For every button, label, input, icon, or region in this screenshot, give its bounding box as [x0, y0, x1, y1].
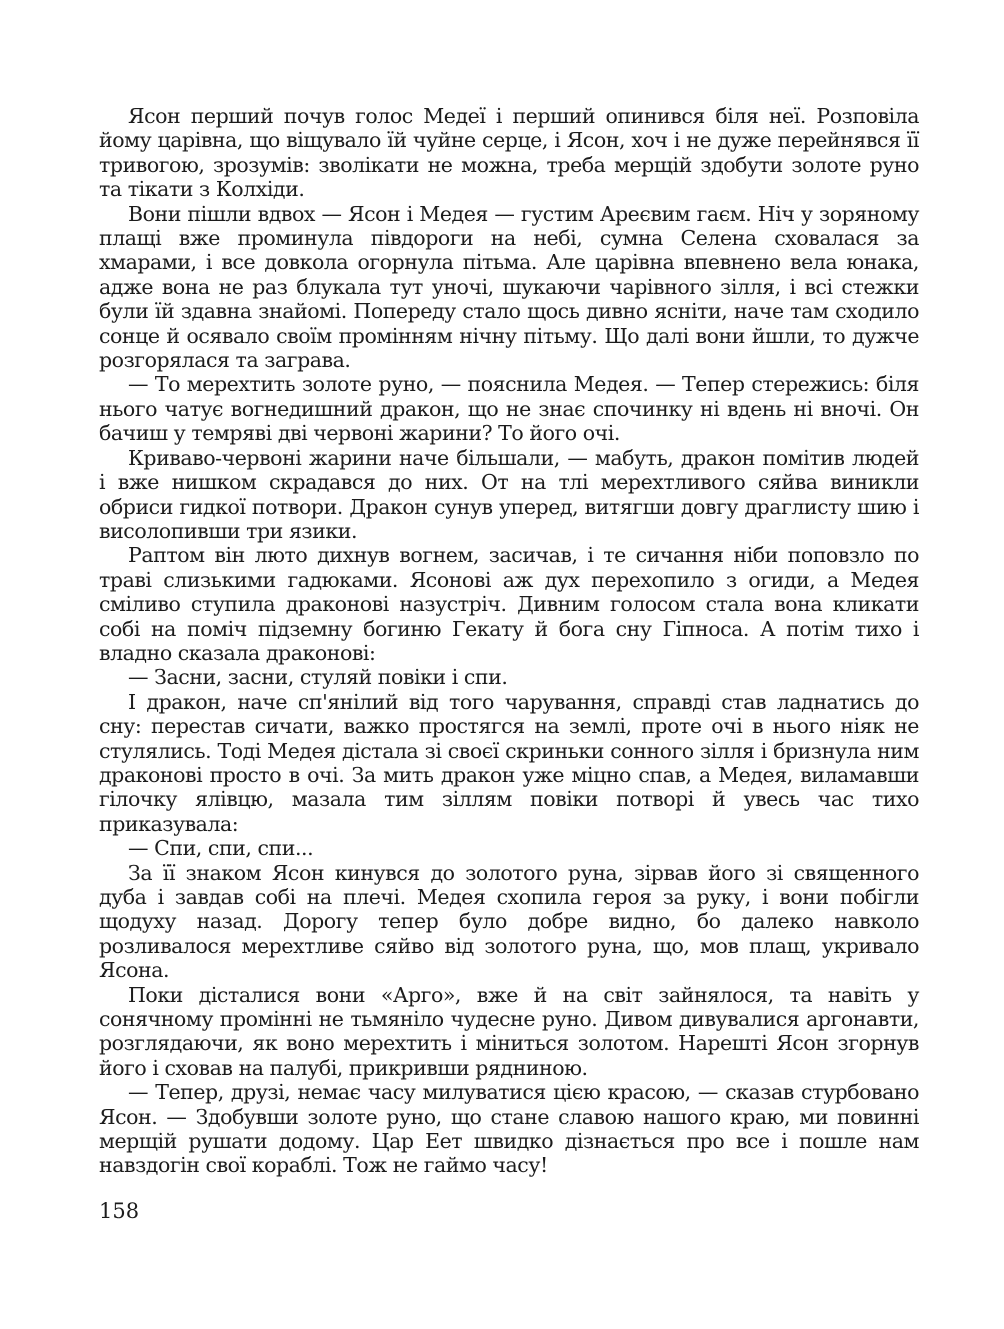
- paragraph: Поки дісталися вони «Арго», вже й на світ зайнялося, та навіть у сонячному промінні не тьмяніло чудесне руно. Дивом дивувалися аргонавти, розглядаючи, як воно мерехтить і міниться золотом. Нарешті Ясон згорнув його і сховав на палубі, прикривши рядниною.: [99, 982, 919, 1080]
- dialogue-line: — Тепер, друзі, немає часу милуватися цією красою, — сказав стурбовано Ясон. — Здобувши золоте руно, що стане славою нашого краю, ми повинні мерщій рушати додому. Цар Еет швидко дізнається про все і пошле нам навздогін свої кораблі. Тож не гаймо часу!: [99, 1080, 919, 1178]
- paragraph: Раптом він люто дихнув вогнем, засичав, і те сичання ніби поповзло по траві слизькими гадюками. Ясонові аж дух перехопило з огиди, а Медея сміливо ступила драконові назустріч. Дивним голосом стала вона кликати собі на поміч підземну богиню Гекату й бога сну Гіпноса. А потім тихо і владно сказала драконові:: [99, 543, 919, 665]
- paragraph: Вони пішли вдвох — Ясон і Медея — густим Ареєвим гаєм. Ніч у зоряному плащі вже проминула півдороги на небі, сумна Селена сховалася за хмарами, і все довкола огорнула пітьма. Але царівна впевнено вела юнака, адже вона не раз блукала тут уночі, шукаючи чарівного зілля, і всі стежки були їй здавна знайомі. Попереду стало щось дивно ясніти, наче там сходило сонце й осявало своїм промінням нічну пітьму. Що далі вони йшли, то дужче розгорялася та заграва.: [99, 201, 919, 373]
- paragraph: За її знаком Ясон кинувся до золотого руна, зірвав його зі священного дуба і завдав собі на плечі. Медея схопила героя за руку, і вони побігли щодуху назад. Дорогу тепер було добре видно, бо далеко навколо розливалося мерехтливе сяйво від золотого руна, що, мов плащ, укривало Ясона.: [99, 860, 919, 983]
- paragraph: Ясон перший почув голос Медеї і перший опинився біля неї. Розповіла йому царівна, що віщувало їй чуйне серце, і Ясон, хоч і не дуже перейнявся її тривогою, зрозумів: зволікати не можна, треба мерщій здобути золоте руно та тікати з Колхіди.: [99, 104, 919, 202]
- page-number: 158: [99, 1199, 140, 1223]
- page-body: [99, 104, 919, 1178]
- dialogue-line: — Спи, спи, спи...: [128, 836, 314, 861]
- dialogue-line: — Засни, засни, стуляй повіки і спи.: [128, 665, 508, 690]
- paragraph: Криваво-червоні жарини наче більшали, — мабуть, дракон помітив людей і вже нишком скрадався до них. От на тлі мерехтливого сяйва виникли обриси гидкої потвори. Дракон сунув уперед, витягши довгу драглисту шию і висолопивши три язики.: [99, 445, 919, 543]
- paragraph: І дракон, наче сп'янілий від того чарування, справді став ладнатись до сну: перестав сичати, важко простягся на землі, проте очі в нього ніяк не стулялись. Тоді Медея дістала зі своєї скриньки сонного зілля і бризнула ним драконові просто в очі. За мить дракон уже міцно спав, а Медея, виламавши гілочку ялівцю, мазала тим зіллям повіки потворі й увесь час тихо приказувала:: [99, 689, 919, 836]
- dialogue-line: — То мерехтить золоте руно, — пояснила Медея. — Тепер стережись: біля нього чатує вогнедишний дракон, що не знає спочинку ні вдень ні вночі. Он бачиш у темряві дві червоні жарини? То його очі.: [99, 372, 919, 446]
